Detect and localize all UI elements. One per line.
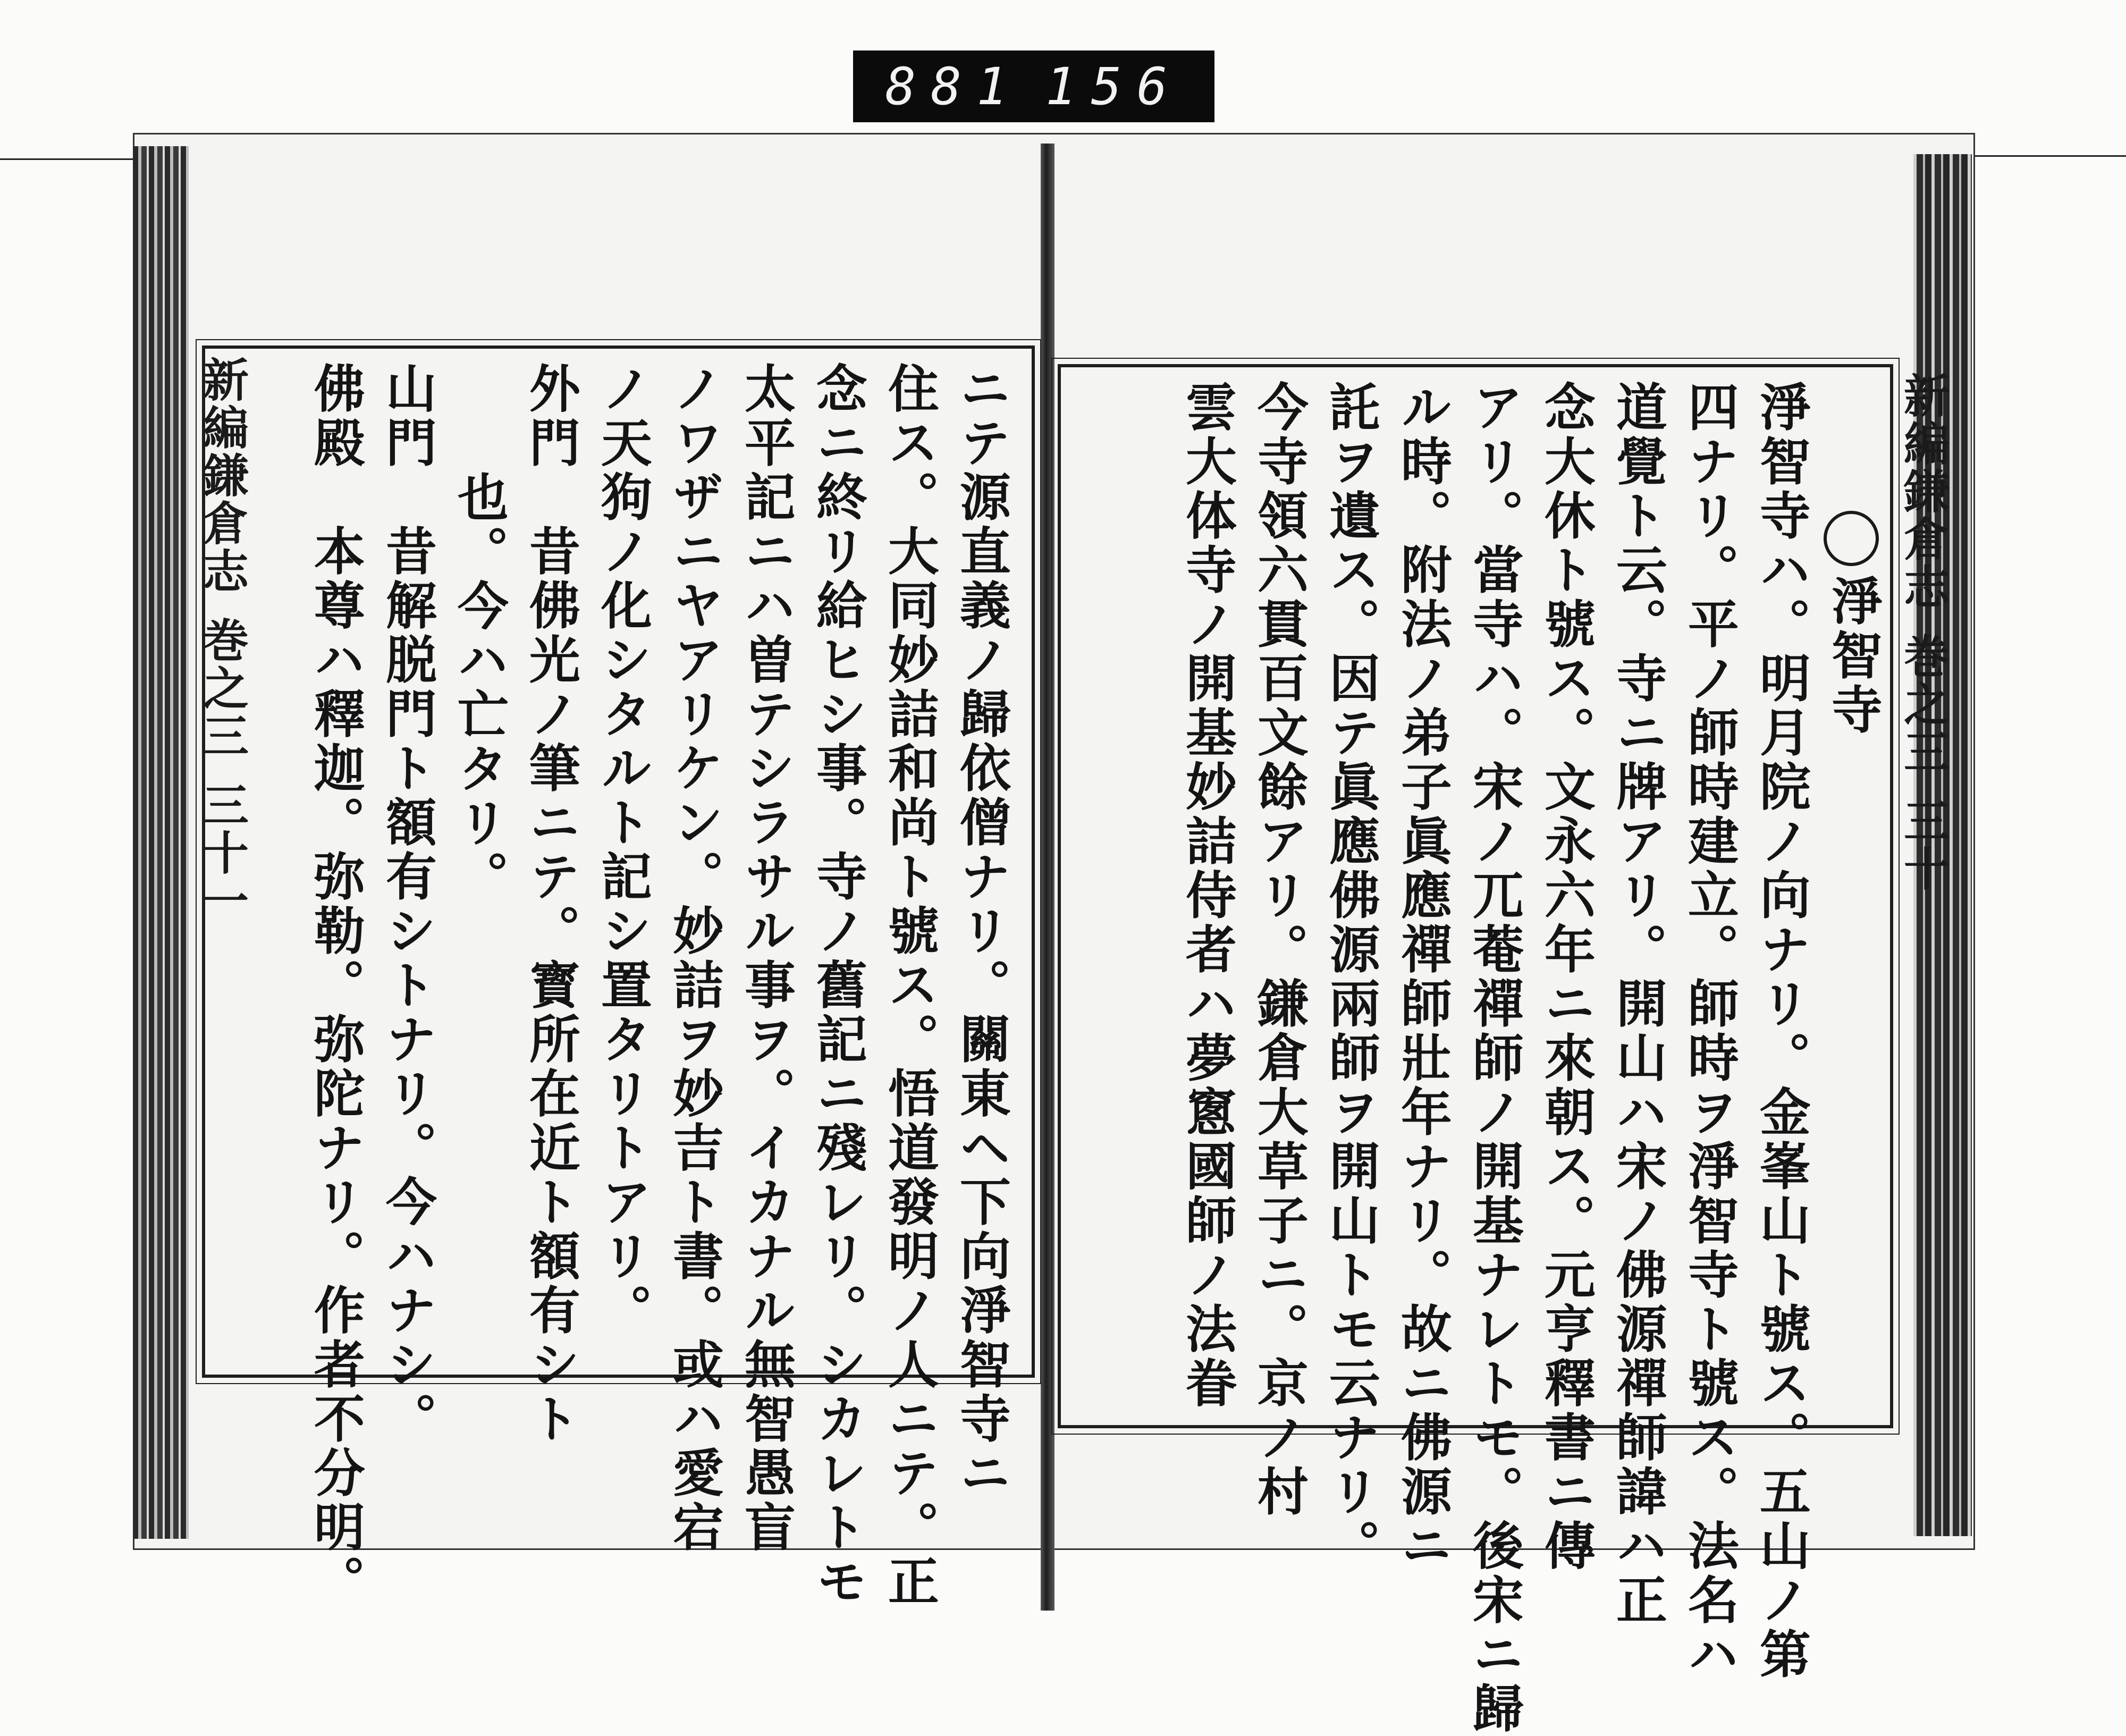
left-col-7: 外門 昔佛光ノ筆ニテ。寳所在近ト額有シト: [521, 362, 581, 1446]
left-col-3: 念ニ終リ給ヒシ事。寺ノ舊記ニ殘レリ。シカレトモ: [808, 362, 868, 1609]
left-col-10: 佛殿 本尊ハ釋迦。弥勒。弥陀ナリ。作者不分明。: [306, 362, 366, 1609]
left-col-1: ニテ源直義ノ歸依僧ナリ。關東ヘ下向淨智寺ニ: [951, 362, 1012, 1501]
right-col-7: 託ヲ遺ス。因テ眞應佛源兩師ヲ開山トモ云ナリ。: [1321, 381, 1381, 1573]
right-page-edge-title: [1889, 372, 1955, 893]
frame-number: 156: [1045, 56, 1183, 116]
reel-frame-label: [853, 50, 1214, 122]
left-col-2: 住ス。大同妙詰和尚ト號ス。悟道發明ノ人ニテ。正: [880, 362, 940, 1609]
right-col-3: 道覺ト云。寺ニ牌アリ。開山ハ宋ノ佛源禪師諱ハ正: [1608, 381, 1668, 1628]
left-edge-book-title: 新編鎌倉志: [195, 356, 249, 595]
reel-number: 881: [885, 56, 1022, 116]
right-col-4: 念大休ト號ス。文永六年ニ來朝ス。元亨釋書ニ傳: [1536, 381, 1597, 1573]
book-gutter: [1041, 144, 1054, 1611]
left-col-8: 也。今ハ亡タリ。: [449, 471, 510, 905]
section-heading: 淨智寺: [1823, 575, 1884, 737]
left-col-9: 山門 昔解脱門ト額有シトナリ。今ハナシ。: [377, 362, 438, 1446]
right-edge-book-title: 新編鎌倉志: [1896, 372, 1950, 611]
right-page-text-block: [1058, 364, 1893, 1736]
right-edge-volume: 巻之三: [1896, 633, 1950, 776]
right-col-8: 今寺領六貫百文餘アリ。鎌倉大草子ニ。京ノ村: [1249, 381, 1310, 1519]
right-col-6: ル時。附法ノ弟子眞應禪師壯年ナリ。故ニ佛源ニ: [1393, 381, 1453, 1573]
right-col-5: アリ。當寺ハ。宋ノ兀菴禪師ノ開基ナレトモ。後宋ニ歸: [1464, 381, 1525, 1736]
heading-circle-marker: [1824, 511, 1879, 566]
right-col-1: 淨智寺ハ。明月院ノ向ナリ。金峯山ト號ス。五山ノ第: [1751, 381, 1812, 1682]
left-col-5: ノワザニヤアリケン。妙詰ヲ妙吉ト書。或ハ愛宕: [664, 362, 725, 1555]
right-col-2: 四ナリ。平ノ師時建立。師時ヲ淨智寺ト號ス。法名ハ: [1680, 381, 1740, 1682]
left-edge-page: 三十一: [195, 781, 249, 925]
left-col-6: ノ天狗ノ化シタルト記シ置タリトアリ。: [593, 362, 653, 1338]
book-edge-left: [133, 146, 189, 1539]
left-edge-volume: 巻之三: [195, 617, 249, 760]
left-col-4: 太平記ニハ曽テシラサル事ヲ。イカナル無智愚盲: [736, 362, 797, 1555]
right-col-9: 雲大体寺ノ開基妙詰侍者ハ夢窻國師ノ法眷: [1177, 381, 1238, 1411]
right-edge-page: 三十: [1896, 797, 1950, 893]
left-page-text-block: [202, 345, 1035, 1609]
